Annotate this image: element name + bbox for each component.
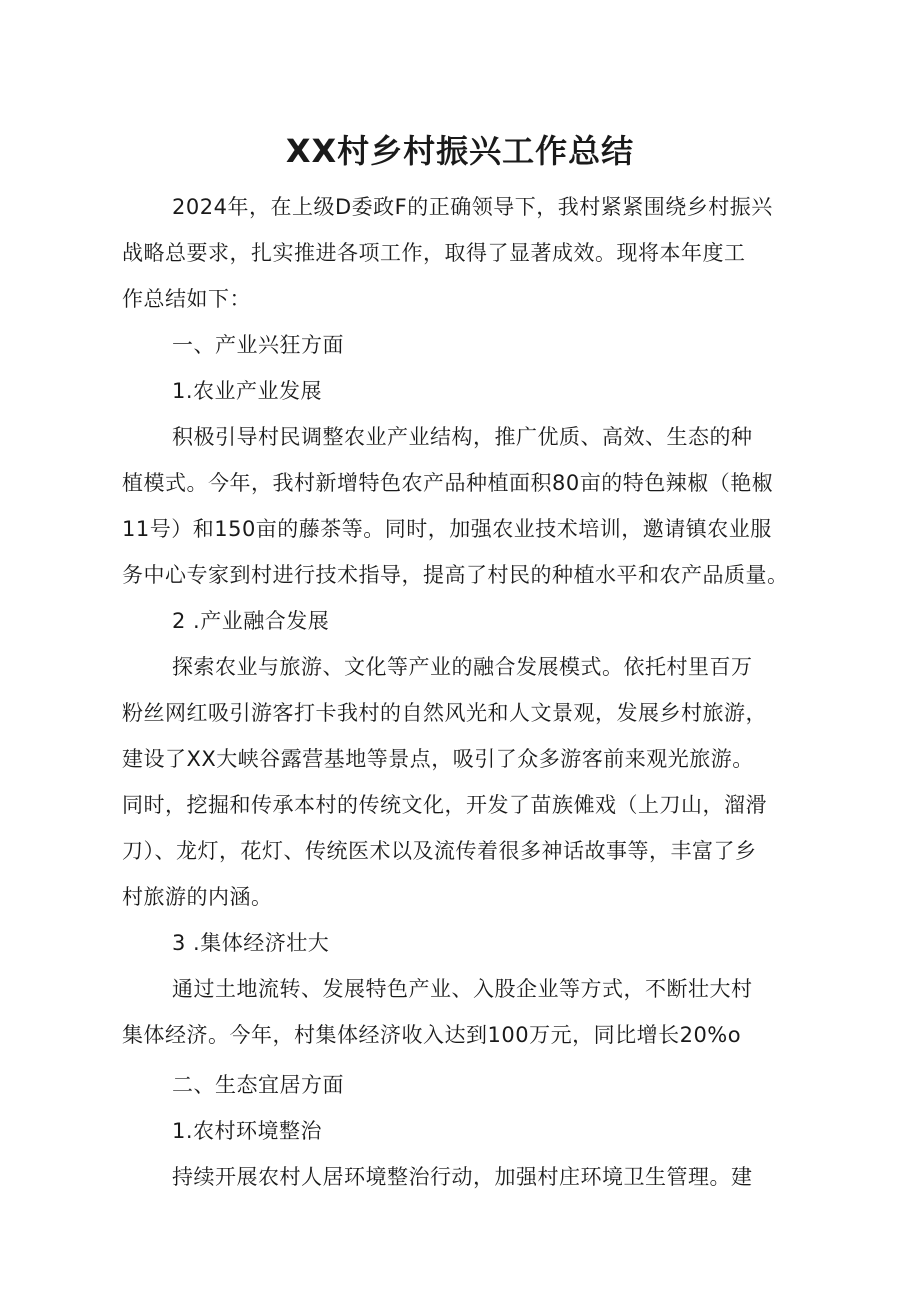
paragraph-line: 植模式。今年，我村新增特色农产品种植面积80亩的特色辣椒（艳椒 xyxy=(122,471,774,495)
subsection-heading: 2 .产业融合发展 xyxy=(172,609,330,633)
paragraph-line: 刀）、龙灯，花灯、传统医术以及流传着很多神话故事等，丰富了乡 xyxy=(122,839,757,863)
paragraph-line: 同时，挖掘和传承本村的传统文化，开发了苗族傩戏（上刀山，溜滑 xyxy=(122,793,767,817)
paragraph-line: 集体经济。今年，村集体经济收入达到100万元，同比增长20%o xyxy=(122,1023,742,1047)
paragraph-line: 持续开展农村人居环境整治行动，加强村庄环境卫生管理。建 xyxy=(172,1165,753,1189)
paragraph-line: 2024年，在上级D委政F的正确领导下，我村紧紧围绕乡村振兴 xyxy=(172,195,773,219)
paragraph-line: 通过土地流转、发展特色产业、入股企业等方式，不断壮大村 xyxy=(172,977,753,1001)
paragraph-line: 探索农业与旅游、文化等产业的融合发展模式。依托村里百万 xyxy=(172,655,753,679)
paragraph-line: 11号）和150亩的藤茶等。同时，加强农业技术培训，邀请镇农业服 xyxy=(122,517,772,541)
section-heading: 一、产业兴狂方面 xyxy=(172,333,344,357)
paragraph-line: 粉丝网红吸引游客打卡我村的自然风光和人文景观，发展乡村旅游， xyxy=(122,701,767,725)
paragraph-line: 村旅游的内涵。 xyxy=(122,885,273,909)
paragraph-line: 积极引导村民调整农业产业结构，推广优质、高效、生态的种 xyxy=(172,425,753,449)
section-heading: 二、生态宜居方面 xyxy=(172,1073,344,1097)
document-title: XX村乡村振兴工作总结 xyxy=(285,132,635,170)
subsection-heading: 1.农业产业发展 xyxy=(172,379,323,403)
paragraph-line: 建设了XX大峡谷露营基地等景点，吸引了众多游客前来观光旅游。 xyxy=(122,747,754,771)
subsection-heading: 3 .集体经济壮大 xyxy=(172,931,330,955)
subsection-heading: 1.农村环境整治 xyxy=(172,1119,323,1143)
paragraph-line: 作总结如下： xyxy=(122,287,251,311)
paragraph-line: 战略总要求，扎实推进各项工作，取得了显著成效。现将本年度工 xyxy=(122,241,746,265)
paragraph-line: 务中心专家到村进行技术指导，提高了村民的种植水平和农产品质量。 xyxy=(122,563,789,587)
